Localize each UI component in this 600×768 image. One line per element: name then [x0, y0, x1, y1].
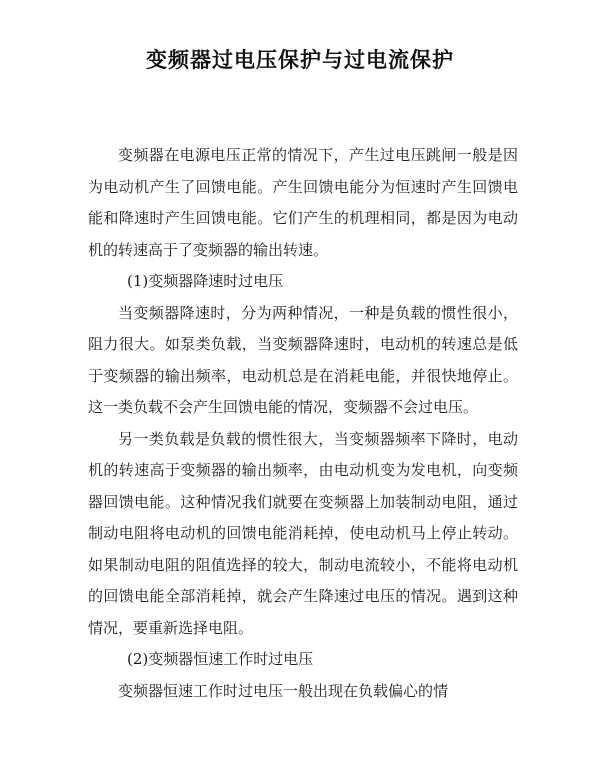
- paragraph-intro: 变频器在电源电压正常的情况下，产生过电压跳闸一般是因为电动机产生了回馈电能。产生回馈电能分为恒速时产生回馈电能和降速时产生回馈电能。它们产生的机理相同，都是因为电动机的转速高于了变频器的输出转速。: [88, 146, 518, 259]
- document-body: [88, 140, 518, 707]
- section-heading-constant-speed: (2)变频器恒速工作时过电压: [127, 650, 314, 668]
- paragraph-high-inertia-load: 另一类负载是负载的惯性很大，当变频器频率下降时，电动机的转速高于变频器的输出频率，由电动机变为发电机，向变频器回馈电能。这种情况我们就要在变频器上加装制动电阻，通过制动电阻将电动机的回馈电能消耗掉，使电动机马上停止转动。如果制动电阻的阻值选择的较大，制动电流较小，不能将电动机的回馈电能全部消耗掉，就会产生降速过电压的情况。遇到这种情况，要重新选择电阻。: [88, 429, 518, 637]
- section-heading-deceleration: (1)变频器降速时过电压: [127, 272, 284, 290]
- paragraph-constant-speed: 变频器恒速工作时过电压一般出现在负载偏心的情: [118, 681, 449, 700]
- document-title: 变频器过电压保护与过电流保护: [146, 48, 454, 72]
- paragraph-low-inertia-load: 当变频器降速时，分为两种情况，一种是负载的惯性很小，阻力很大。如泵类负载，当变频器降速时，电动机的转速总是低于变频器的输出频率，电动机总是在消耗电能，并很快地停止。这一类负载不会产生回馈电能的情况，变频器不会过电压。: [88, 303, 518, 416]
